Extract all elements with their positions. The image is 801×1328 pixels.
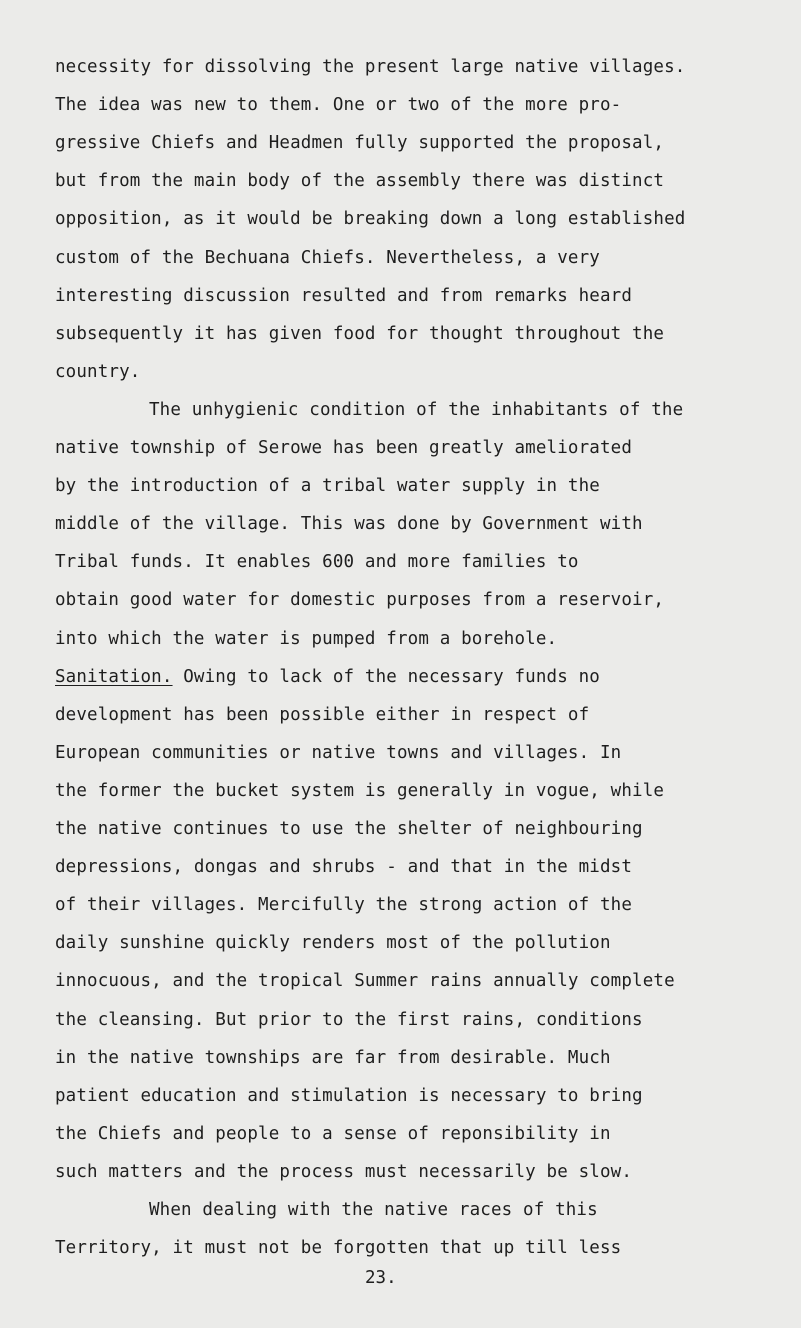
text-line: the former the bucket system is generally in vogue, while [55,781,665,801]
text-line: by the introduction of a tribal water supply in the [55,476,600,496]
text-line: opposition, as it would be breaking down a long established [55,209,686,229]
text-line: subsequently it has given food for thought throughout the [55,324,665,344]
text-line: the native continues to use the shelter of neighbouring [55,819,643,839]
page-number: 23. [365,1268,397,1288]
text-line: daily sunshine quickly renders most of the pollution [55,933,611,953]
text-line: The unhygienic condition of the inhabitants of the [149,400,684,420]
text-line: custom of the Bechuana Chiefs. Nevertheless, a very [55,248,600,268]
text-line: interesting discussion resulted and from remarks heard [55,286,633,306]
text-line: The idea was new to them. One or two of the more pro- [55,95,622,115]
text-span: Owing to lack of the necessary funds no [172,667,600,687]
text-line: the Chiefs and people to a sense of reponsibility in [55,1124,611,1144]
text-line: innocuous, and the tropical Summer rains annually complete [55,971,675,991]
text-line: Tribal funds. It enables 600 and more families to [55,552,579,572]
section-heading-line [55,666,600,688]
text-line: middle of the village. This was done by Government with [55,514,643,534]
text-line: patient education and stimulation is necessary to bring [55,1086,643,1106]
text-line: native township of Serowe has been greatly ameliorated [55,438,633,458]
text-line: development has been possible either in respect of [55,705,590,725]
text-line: depressions, dongas and shrubs - and that in the midst [55,857,633,877]
text-line: gressive Chiefs and Headmen fully supported the proposal, [55,133,665,153]
text-line: necessity for dissolving the present large native villages. [55,57,686,77]
text-line: but from the main body of the assembly there was distinct [55,171,665,191]
text-line: of their villages. Mercifully the strong action of the [55,895,633,915]
text-line: When dealing with the native races of this [149,1200,598,1220]
text-line: in the native townships are far from desirable. Much [55,1048,611,1068]
text-line: the cleansing. But prior to the first rains, conditions [55,1010,643,1030]
section-heading-sanitation: Sanitation. [55,667,173,687]
text-line: Territory, it must not be forgotten that up till less [55,1238,622,1258]
text-line: such matters and the process must necessarily be slow. [55,1162,633,1182]
text-line: country. [55,362,141,382]
text-line: European communities or native towns and villages. In [55,743,622,763]
text-line: obtain good water for domestic purposes from a reservoir, [55,590,665,610]
text-line: into which the water is pumped from a borehole. [55,629,558,649]
